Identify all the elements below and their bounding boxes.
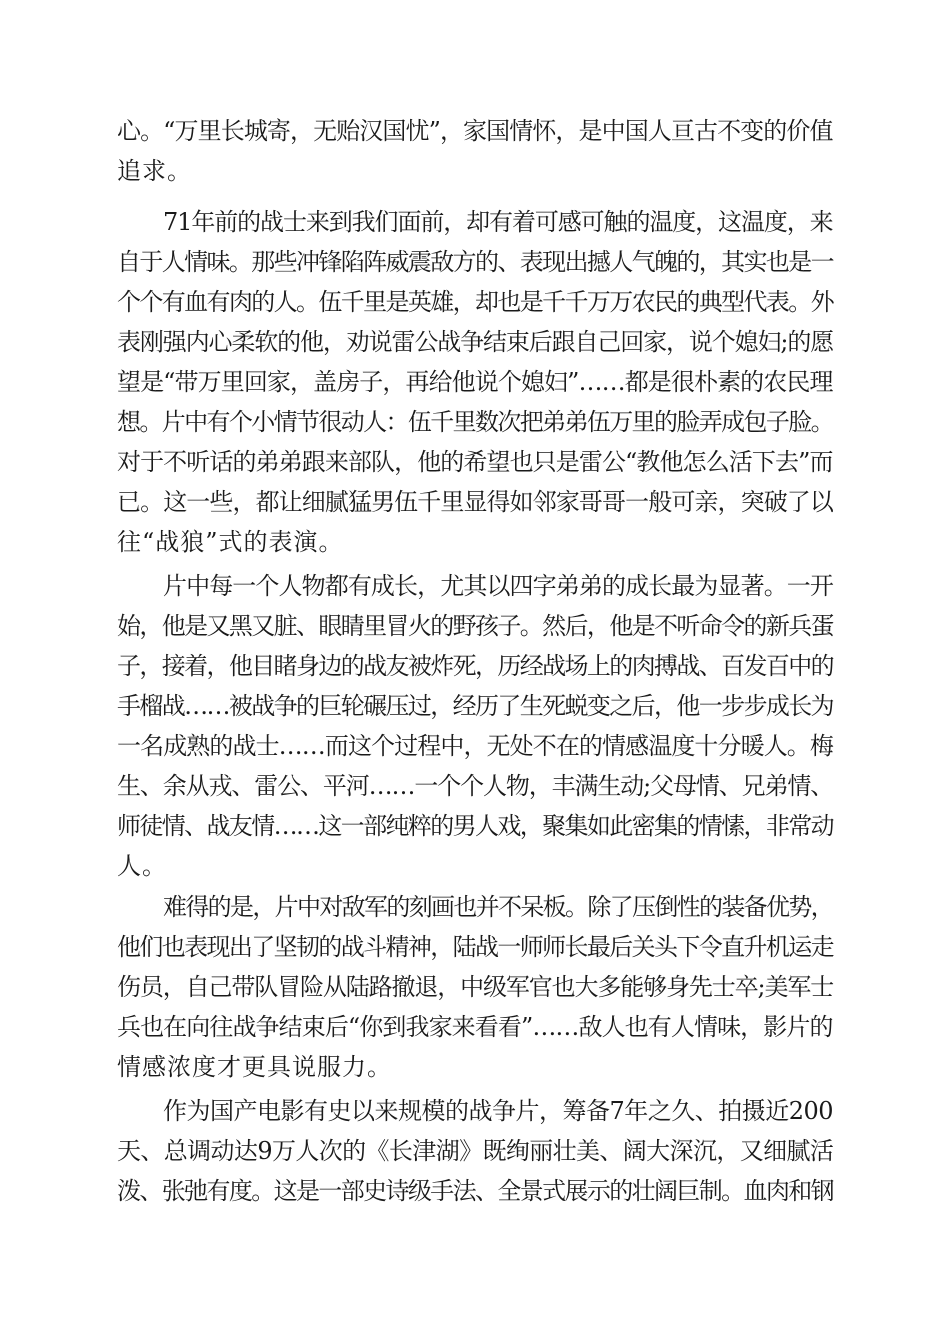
text-line: 始，他是又黑又脏、眼睛里冒火的野孩子。然后，他是不听命令的新兵蛋 <box>117 612 833 640</box>
text-line: 师徒情、战友情……这一部纯粹的男人戏，聚集如此密集的情愫，非常动 <box>117 812 833 840</box>
text-line: 生、余从戎、雷公、平河……一个个人物，丰满生动;父母情、兄弟情、 <box>117 772 834 800</box>
text-line: 对于不听话的弟弟跟来部队，他的希望也只是雷公“教他怎么活下去”而 <box>117 448 833 476</box>
text-line: 天、总调动达9万人次的《长津湖》既绚丽壮美、阔大深沉，又细腻活 <box>117 1137 834 1165</box>
text-line: 追求。 <box>117 157 192 185</box>
text-line: 难得的是，片中对敌军的刻画也并不呆板。除了压倒性的装备优势， <box>163 893 833 921</box>
text-line: 情感浓度才更具说服力。 <box>117 1053 392 1081</box>
text-line: 表刚强内心柔软的他，劝说雷公战争结束后跟自己回家，说个媳妇;的愿 <box>117 328 834 356</box>
text-line: 作为国产电影有史以来规模的战争片，筹备7年之久、拍摄近200 <box>163 1097 834 1125</box>
text-line: 自于人情味。那些冲锋陷阵威震敌方的、表现出撼人气魄的，其实也是一 <box>117 248 833 276</box>
paragraph <box>117 202 833 562</box>
paragraph <box>117 566 833 886</box>
text-line: 片中每一个人物都有成长，尤其以四字弟弟的成长最为显著。一开 <box>163 572 833 600</box>
text-line: 子，接着，他目睹身边的战友被炸死，历经战场上的肉搏战、百发百中的 <box>117 652 833 680</box>
paragraph <box>117 887 833 1087</box>
text-line: 手榴战……被战争的巨轮碾压过，经历了生死蜕变之后，他一步步成长为 <box>117 692 833 720</box>
text-line: 想。片中有个小情节很动人：伍千里数次把弟弟伍万里的脸弄成包子脸。 <box>117 408 833 436</box>
text-line: 一名成熟的战士……而这个过程中，无处不在的情感温度十分暖人。梅 <box>117 732 833 760</box>
text-line: 望是“带万里回家，盖房子，再给他说个媳妇”……都是很朴素的农民理 <box>117 368 833 396</box>
paragraph <box>117 111 833 191</box>
paragraph <box>117 1091 833 1211</box>
text-line: 兵也在向往战争结束后“你到我家来看看”……敌人也有人情味，影片的 <box>117 1013 833 1041</box>
text-line: 已。这一些，都让细腻猛男伍千里显得如邻家哥哥一般可亲，突破了以 <box>117 488 833 516</box>
text-line: 人。 <box>117 852 167 880</box>
text-line: 往“战狼”式的表演。 <box>117 528 344 556</box>
text-line: 伤员，自己带队冒险从陆路撤退，中级军官也大多能够身先士卒;美军士 <box>117 973 834 1001</box>
text-line: 他们也表现出了坚韧的战斗精神，陆战一师师长最后关头下令直升机运走 <box>117 933 833 961</box>
text-line: 心。“万里长城寄，无贻汉国忧”，家国情怀，是中国人亘古不变的价值 <box>117 117 833 145</box>
text-line: 71年前的战士来到我们面前，却有着可感可触的温度，这温度，来 <box>163 208 833 236</box>
text-line: 泼、张弛有度。这是一部史诗级手法、全景式展示的壮阔巨制。血肉和钢 <box>117 1177 833 1205</box>
text-line: 个个有血有肉的人。伍千里是英雄，却也是千千万万农民的典型代表。外 <box>117 288 833 316</box>
